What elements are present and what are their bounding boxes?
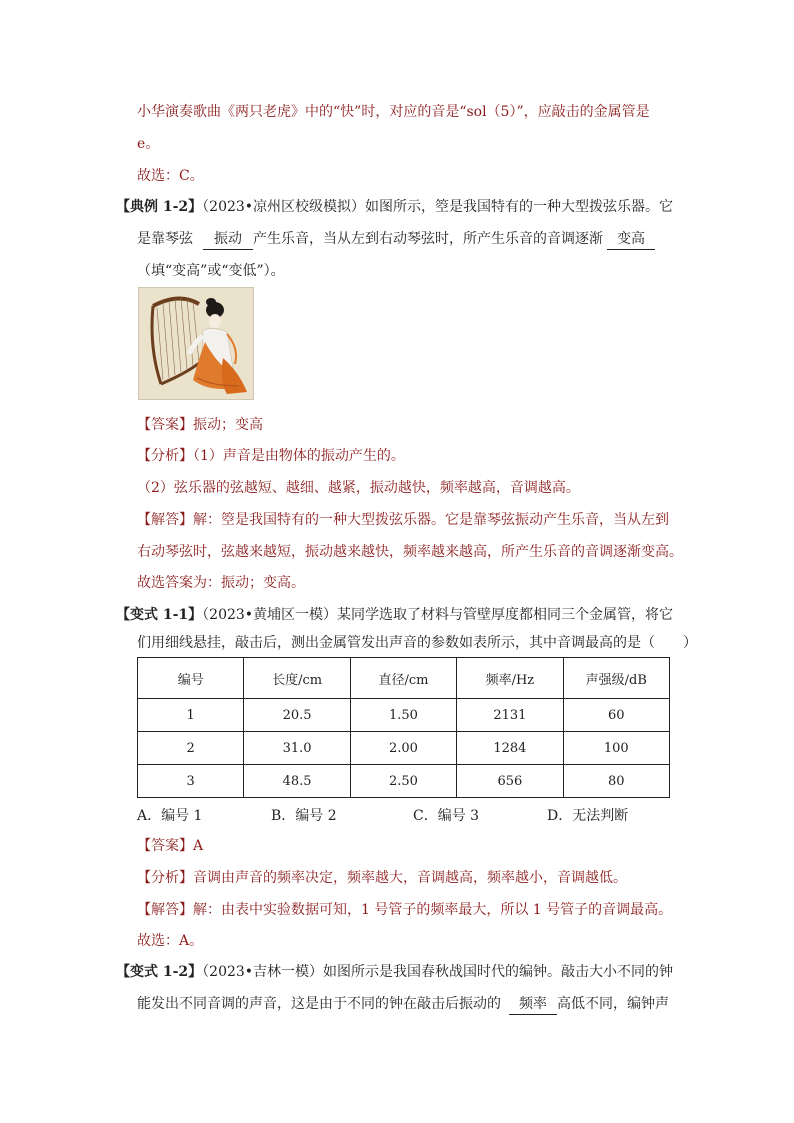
variant-1-2-line-1 [116,962,673,982]
example-1-2-text-2a: 是靠琴弦 [137,231,193,247]
option-d: D．无法判断 [547,808,629,824]
example-1-2-answer: 振动；变高 [193,417,263,433]
konghou-painting-art [139,288,254,400]
variant-1-1-solution: 解：由表中实验数据可知，1 号管子的频率最大，所以 1 号管子的音调最高。 [193,902,673,918]
variant-1-1-tag: 【变式 1-1】 [116,607,203,623]
variant-1-2-text-1: （2023•吉林一模）如图所示是我国春秋战国时代的编钟。敲击大小不同的钟 [202,964,674,980]
table-row [138,699,670,732]
example-1-2-text-2b: 产生乐音，当从左到右动琴弦时，所产生乐音的音调逐渐 [253,231,603,247]
example-1-2-line-2 [137,229,655,250]
variant-1-1-analysis-line [137,868,627,888]
example-1-2-blank-2: 变高 [607,229,655,250]
table-header-cell: 长度/cm [244,658,350,699]
variant-1-1-analysis: 音调由声音的频率决定，频率越大，音调越高，频率越小，音调越低。 [193,870,627,886]
table-cell: 2.50 [350,765,456,798]
example-1-2-tag: 【典例 1-2】 [116,199,203,215]
table-cell: 80 [563,765,669,798]
variant-1-1-text-1: （2023•黄埔区一模）某同学选取了材料与管壁厚度都相同三个金属管，将它 [202,607,674,623]
table-cell: 1 [138,699,244,732]
table-cell: 1284 [457,732,563,765]
table-header-cell: 直径/cm [350,658,456,699]
table-cell: 48.5 [244,765,350,798]
variant-1-1-line-2: 们用细线悬挂，敲击后，测出金属管发出声音的参数如表所示，其中音调最高的是（ ） [137,635,697,651]
variant-1-1-solution-tag: 【解答】 [137,902,193,918]
variant-1-1-answer-tag: 【答案】 [137,838,193,854]
variant-1-1-choose-label: 故选： [137,933,179,949]
table-cell: 2131 [457,699,563,732]
variant-1-2-line-2 [137,994,669,1015]
example-1-2-blank-1: 振动 [203,229,253,250]
prev-text-line-1: 小华演奏歌曲《两只老虎》中的“快”时，对应的音是“sol（5）”，应敲击的金属管是 [137,104,650,120]
variant-1-1-choose-value: A。 [179,933,204,949]
table-cell: 2 [138,732,244,765]
table-cell: 60 [563,699,669,732]
table-cell: 3 [138,765,244,798]
variant-1-2-text-2a: 能发出不同音调的声音，这是由于不同的钟在敲击后振动的 [137,996,501,1012]
example-1-2-analysis-line-1 [137,446,405,466]
variant-1-2-tag: 【变式 1-2】 [116,964,203,980]
variant-1-1-line-1 [116,605,673,625]
variant-1-2-text-2b: 高低不同，编钟声 [557,996,669,1012]
example-1-2-answer-line [137,415,263,435]
option-c: C．编号 3 [413,808,480,824]
variant-1-1-answer: A [193,838,204,854]
example-1-2-final-line: 故选答案为：振动；变高。 [137,575,305,591]
example-1-2-solution-line-2: 右动琴弦时，弦越来越短，振动越来越快，频率越来越高，所产生乐音的音调逐渐变高。 [137,544,683,560]
konghou-painting [138,287,254,400]
example-1-2-analysis-tag: 【分析】 [137,448,193,464]
example-1-2-line-1 [116,197,673,217]
variant-1-1-solution-line [137,900,672,920]
table-cell: 100 [563,732,669,765]
option-b: B．编号 2 [271,808,337,824]
table-cell: 31.0 [244,732,350,765]
variant-1-1-choose-line [137,931,203,951]
table-cell: 656 [457,765,563,798]
prev-choose-value: C。 [179,168,204,184]
table-row [138,732,670,765]
prev-text-line-2: e。 [137,136,160,152]
example-1-2-text-1: （2023•凉州区校级模拟）如图所示，箜是我国特有的一种大型拨弦乐器。它 [202,199,674,215]
table-cell: 2.00 [350,732,456,765]
example-1-2-solution-1: 解：箜是我国特有的一种大型拨弦乐器。它是靠琴弦振动产生乐音，当从左到 [193,512,669,528]
table-row [138,765,670,798]
example-1-2-analysis-1: （1）声音是由物体的振动产生的。 [193,448,405,464]
variant-1-1-options [137,805,657,825]
variant-1-2-blank: 频率 [509,994,557,1015]
prev-choose-line [137,166,204,186]
example-1-2-solution-line-1 [137,510,669,530]
example-1-2-answer-tag: 【答案】 [137,417,193,433]
variant-1-1-answer-line [137,836,203,856]
table-header-cell: 编号 [138,658,244,699]
example-1-2-analysis-line-2: （2）弦乐器的弦越短、越细、越紧，振动越快，频率越高，音调越高。 [137,480,580,496]
example-1-2-line-3: （填“变高”或“变低”）。 [137,263,285,279]
table-header-row [138,658,670,699]
prev-choose-label: 故选： [137,168,179,184]
table-header-cell: 声强级/dB [563,658,669,699]
table-header-cell: 频率/Hz [457,658,563,699]
example-1-2-solution-tag: 【解答】 [137,512,193,528]
variant-1-1-analysis-tag: 【分析】 [137,870,193,886]
frequency-data-table [137,657,670,798]
table-cell: 20.5 [244,699,350,732]
option-a: A．编号 1 [137,808,203,824]
table-cell: 1.50 [350,699,456,732]
